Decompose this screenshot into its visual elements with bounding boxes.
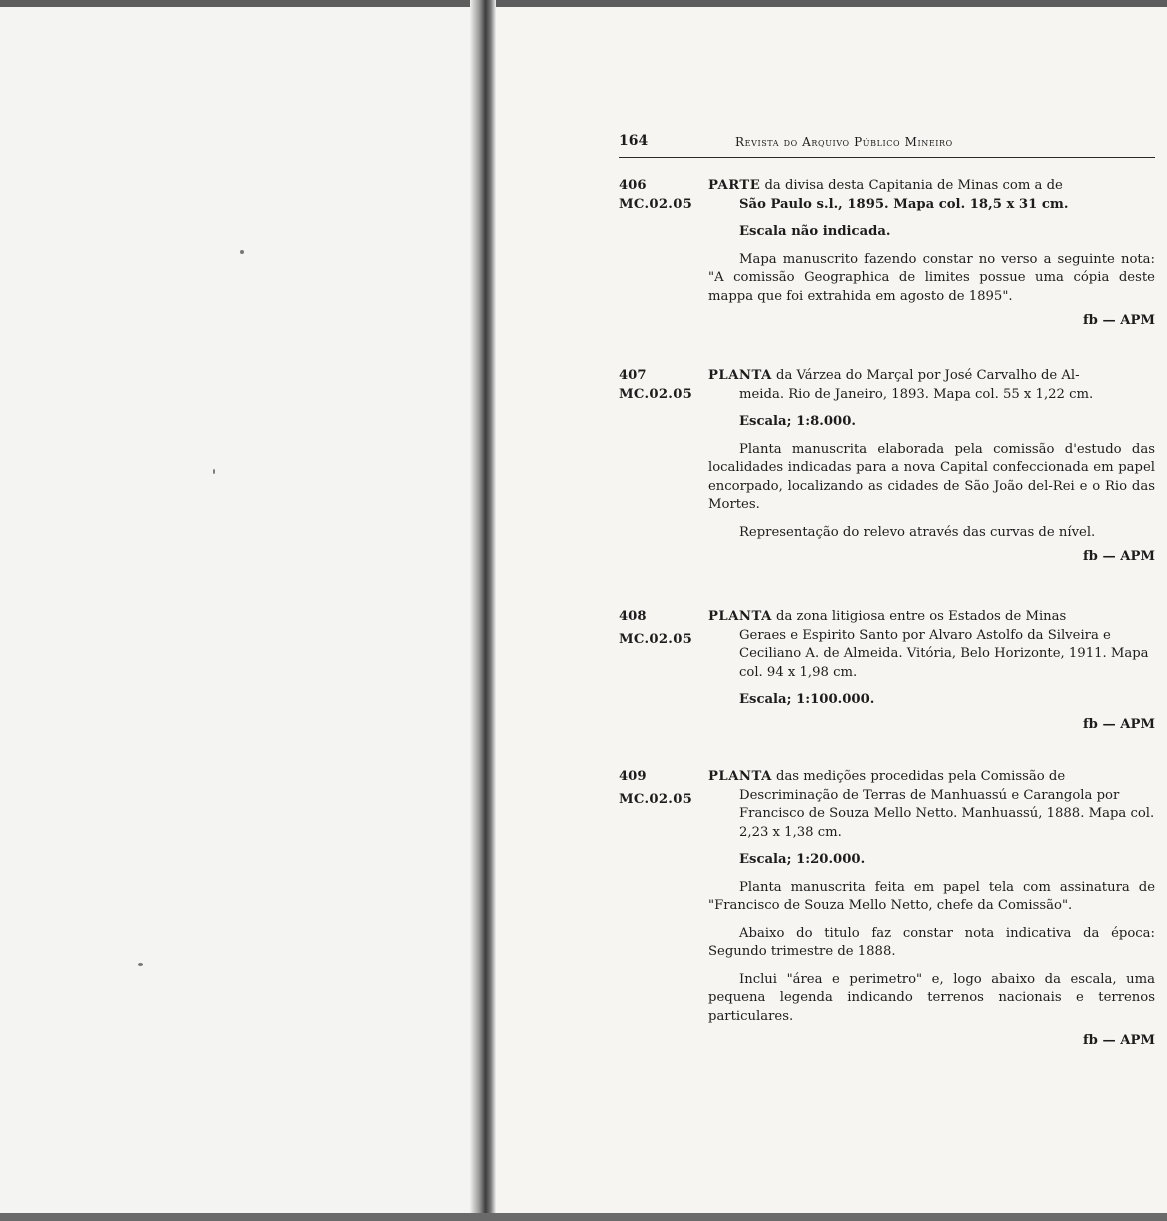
- entry-note: Planta manuscrita elaborada pela comissão d'estudo das localidades indicadas para a nova Capital confeccionada em papel encorpado, localizando as cidades de São João del-Rei e o Rio das Mortes.: [708, 441, 1155, 512]
- entry-scale: Escala; 1:8.000.: [739, 414, 856, 429]
- entry-source: fb — APM: [1082, 313, 1155, 328]
- entry-scale: Escala; 1:100.000.: [739, 692, 875, 707]
- entry-note: Planta manuscrita feita em papel tela com assinatura de "Francisco de Souza Mello Netto, chefe da Comissão".: [708, 879, 1155, 913]
- entry-note: Abaixo do titulo faz constar nota indicativa da época: Segundo trimestre de 1888.: [708, 925, 1155, 959]
- page-number: 164: [619, 133, 649, 149]
- entry-number: 407: [619, 368, 647, 383]
- entry-code: MC.02.05: [619, 387, 693, 402]
- bottom-scan-edge: [0, 1213, 1167, 1221]
- running-title: Revista do Arquivo Público Mineiro: [735, 135, 953, 149]
- entry-source: fb — APM: [1082, 549, 1155, 564]
- top-scan-edge: [0, 0, 1167, 7]
- entry-code: MC.02.05: [619, 197, 693, 212]
- entry-source: fb — APM: [1082, 716, 1155, 732]
- entry-body: [708, 608, 1155, 734]
- book-gutter: [470, 0, 496, 1221]
- entry-body: [708, 177, 1155, 331]
- entry-source: fb — APM: [1082, 1033, 1155, 1048]
- entry-title: PLANTA das medições procedidas pela Comissão de Descriminação de Terras de Manhuassú e Carangola por Francisco de Souza Mello Netto. Manhuassú, 1888. Mapa col. 2,23 x 1,38 cm.: [708, 769, 1155, 840]
- blank-left-page: [0, 7, 470, 1213]
- entry-number: 406: [619, 178, 647, 193]
- entry-note: Inclui "área e perimetro" e, logo abaixo da escala, uma pequena legenda indicando terrenos nacionais e terrenos particulares.: [708, 971, 1155, 1024]
- entry-number: 408: [619, 609, 647, 624]
- entry-body: [708, 768, 1155, 1051]
- entry-scale: Escala não indicada.: [739, 224, 891, 239]
- entry-number: 409: [619, 769, 647, 784]
- entry-note: Representação do relevo através das curvas de nível.: [739, 524, 1096, 540]
- entry-title: PLANTA da zona litigiosa entre os Estados de Minas Geraes e Espirito Santo por Alvaro Astolfo da Silveira e Ceciliano A. de Almeida. Vitória, Belo Horizonte, 1911. Mapa col. 94 x 1,98 cm.: [708, 609, 1149, 680]
- entry-note: Mapa manuscrito fazendo constar no verso a seguinte nota: "A comissão Geographica de limites possue uma cópia deste mappa que foi extrahida em agosto de 1895".: [708, 251, 1155, 304]
- page-header: [619, 131, 1155, 158]
- paper-speck: [213, 469, 215, 474]
- entry-code: MC.02.05: [619, 792, 693, 807]
- paper-speck: [138, 963, 143, 966]
- entry-scale: Escala; 1:20.000.: [739, 852, 866, 867]
- paper-speck: [240, 250, 244, 254]
- entry-title: PLANTA da Várzea do Marçal por José Carvalho de Al- meida. Rio de Janeiro, 1893. Mapa col. 55 x 1,22 cm.: [708, 368, 1094, 402]
- entry-code: MC.02.05: [619, 632, 693, 647]
- entry-body: [708, 367, 1155, 567]
- entry-title: PARTE da divisa desta Capitania de Minas com a de São Paulo s.l., 1895. Mapa col. 18,5 x 31 cm.: [708, 178, 1069, 212]
